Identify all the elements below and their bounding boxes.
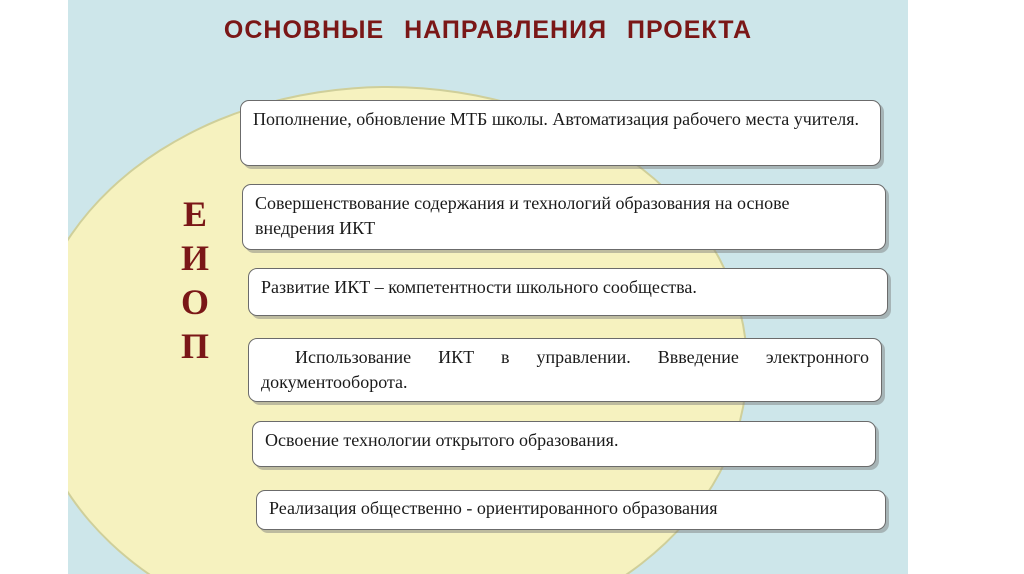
side-acronym [172, 192, 218, 368]
direction-text-6: Реализация общественно - ориентированного образования [269, 498, 718, 518]
direction-box-3 [248, 268, 888, 316]
direction-text-5: Освоение технологии открытого образования. [265, 430, 619, 450]
direction-text-4: Использование ИКТ в управлении. Ввведение электронного документооборота. [261, 347, 869, 392]
acronym-letter-o: О [180, 282, 209, 322]
direction-box-1 [240, 100, 881, 166]
direction-text-2: Совершенствование содержания и технологий образования на основе внедрения ИКТ [255, 193, 790, 238]
acronym-letter-e: Е [182, 194, 207, 234]
direction-text-3: Развитие ИКТ – компетентности школьного сообщества. [261, 277, 697, 297]
acronym-letter-p: П [180, 326, 209, 366]
direction-box-2 [242, 184, 886, 250]
direction-box-4 [248, 338, 882, 402]
slide-title: ОСНОВНЫЕ НАПРАВЛЕНИЯ ПРОЕКТА [223, 16, 753, 44]
acronym-letter-i: И [180, 238, 209, 278]
slide [68, 0, 908, 574]
direction-box-6 [256, 490, 886, 530]
direction-box-5 [252, 421, 876, 467]
direction-text-1: Пополнение, обновление МТБ школы. Автоматизация рабочего места учителя. [253, 109, 860, 129]
